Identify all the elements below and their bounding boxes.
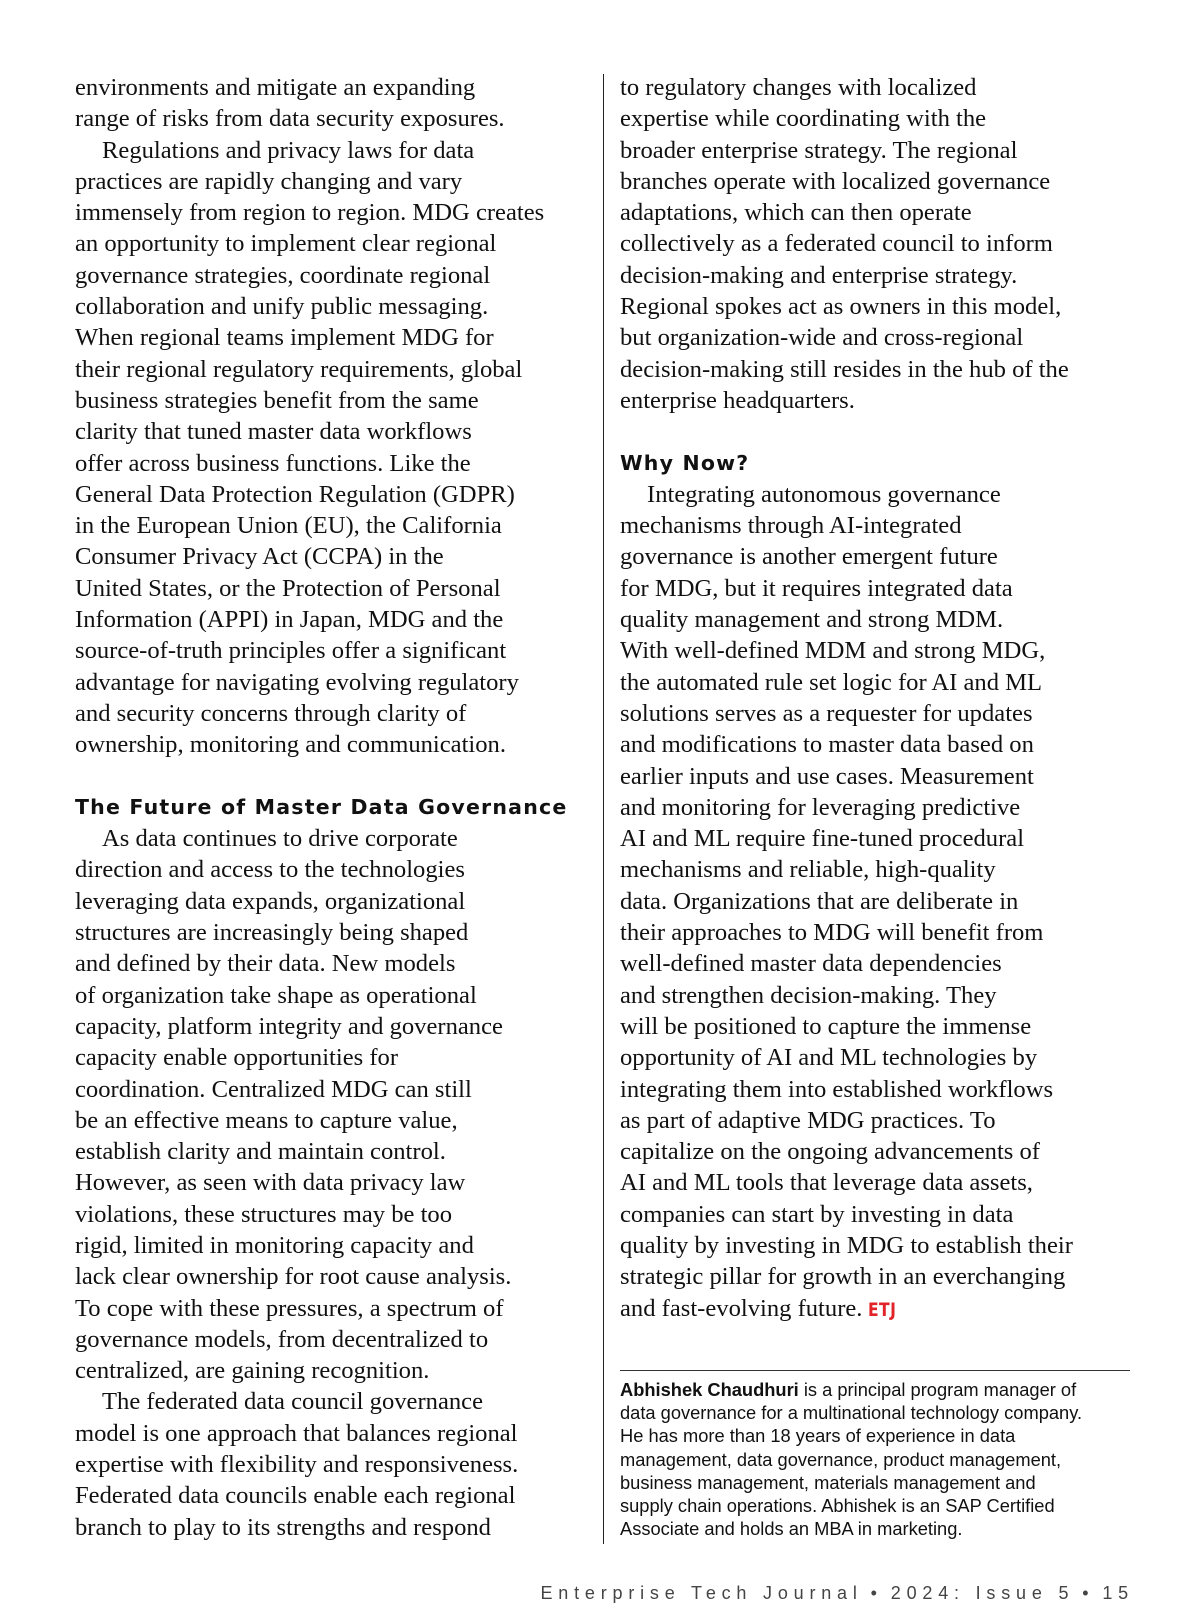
- text-line: offer across business functions. Like the: [75, 449, 471, 477]
- bio-line: Associate and holds an MBA in marketing.: [620, 1518, 963, 1540]
- text-line: quality by investing in MDG to establish their: [620, 1231, 1073, 1259]
- text-line: rigid, limited in monitoring capacity and: [75, 1231, 474, 1259]
- page-number: 15: [1102, 1583, 1134, 1603]
- text-line: quality management and strong MDM.: [620, 606, 1004, 634]
- text-line: environments and mitigate an expanding: [75, 74, 476, 101]
- bio-line: He has more than 18 years of experience in data: [620, 1425, 1016, 1447]
- bullet-separator: •: [870, 1583, 883, 1603]
- spacer: [620, 416, 1140, 447]
- text-line: clarity that tuned master data workflows: [75, 418, 472, 446]
- text-line: When regional teams implement MDG for: [75, 324, 494, 352]
- text-line: expertise while coordinating with the: [620, 105, 987, 133]
- text-line: mechanisms and reliable, high-quality: [620, 856, 996, 884]
- text-line: their approaches to MDG will benefit from: [620, 919, 1044, 947]
- text-line: broader enterprise strategy. The regional: [620, 136, 1018, 164]
- bio-line: data governance for a multinational technology company.: [620, 1402, 1083, 1424]
- text-line: structures are increasingly being shaped: [75, 919, 469, 947]
- text-line: decision-making and enterprise strategy.: [620, 261, 1018, 289]
- spacer: [75, 761, 595, 792]
- text-line: governance is another emergent future: [620, 543, 998, 571]
- section-heading: Why Now?: [620, 450, 750, 475]
- text-line: source-of-truth principles offer a significant: [75, 637, 507, 665]
- text-line: Consumer Privacy Act (CCPA) in the: [75, 543, 444, 571]
- text-line: centralized, are gaining recognition.: [75, 1357, 430, 1385]
- text-line: branches operate with localized governance: [620, 167, 1051, 195]
- bullet-separator: •: [1082, 1583, 1095, 1603]
- issue-label: 2024: Issue 5: [890, 1583, 1075, 1603]
- section-heading: The Future of Master Data Governance: [75, 794, 568, 819]
- text-line: capacity enable opportunities for: [75, 1044, 399, 1072]
- text-line: advantage for navigating evolving regulatory: [75, 668, 519, 696]
- text-line: of organization take shape as operational: [75, 981, 477, 1009]
- text-line: Regulations and privacy laws for data: [102, 136, 475, 164]
- text-line: establish clarity and maintain control.: [75, 1138, 446, 1166]
- text-line: lack clear ownership for root cause analysis.: [75, 1263, 512, 1291]
- text-line: mechanisms through AI-integrated: [620, 512, 962, 540]
- paragraph: [75, 135, 595, 761]
- text-line: and security concerns through clarity of: [75, 699, 467, 727]
- bio-line: supply chain operations. Abhishek is an SAP Certified: [620, 1495, 1055, 1517]
- text-line: capacity, platform integrity and governance: [75, 1012, 503, 1040]
- text-line: range of risks from data security exposures.: [75, 105, 505, 133]
- text-line: coordination. Centralized MDG can still: [75, 1075, 472, 1103]
- column-divider: [603, 74, 604, 1544]
- text-line: leveraging data expands, organizational: [75, 887, 466, 915]
- text-line: for MDG, but it requires integrated data: [620, 574, 1013, 602]
- text-line: and monitoring for leveraging predictive: [620, 793, 1021, 821]
- text-line: data. Organizations that are deliberate in: [620, 887, 1019, 915]
- text-line: However, as seen with data privacy law: [75, 1169, 466, 1197]
- text-line: ownership, monitoring and communication.: [75, 731, 507, 759]
- text-line: business strategies benefit from the same: [75, 386, 479, 414]
- text-line: To cope with these pressures, a spectrum of: [75, 1294, 504, 1322]
- text-line: well-defined master data dependencies: [620, 950, 1002, 978]
- text-line: governance strategies, coordinate regional: [75, 261, 491, 289]
- bio-line: management, data governance, product management,: [620, 1448, 1062, 1470]
- text-line: adaptations, which can then operate: [620, 199, 972, 227]
- text-line: will be positioned to capture the immense: [620, 1012, 1032, 1040]
- text-line: General Data Protection Regulation (GDPR): [75, 480, 515, 508]
- text-line: violations, these structures may be too: [75, 1200, 453, 1228]
- text-line: immensely from region to region. MDG creates: [75, 199, 545, 227]
- etj-end-mark-logo: ETJ: [868, 1298, 897, 1321]
- text-line: earlier inputs and use cases. Measurement: [620, 762, 1034, 790]
- bio-text: is a principal program manager of: [798, 1379, 1077, 1400]
- text-line: collectively as a federated council to inform: [620, 230, 1053, 258]
- text-line: to regulatory changes with localized: [620, 74, 977, 101]
- publication-name: Enterprise Tech Journal: [540, 1583, 863, 1603]
- text-line: expertise with flexibility and responsiveness.: [75, 1451, 519, 1479]
- text-line: an opportunity to implement clear regional: [75, 230, 497, 258]
- text-line: AI and ML require fine-tuned procedural: [620, 825, 1025, 853]
- author-name: Abhishek Chaudhuri: [620, 1379, 799, 1400]
- text-line: but organization-wide and cross-regional: [620, 324, 1024, 352]
- page-footer: [541, 1583, 1135, 1604]
- text-line: practices are rapidly changing and vary: [75, 167, 463, 195]
- text-line: their regional regulatory requirements, global: [75, 355, 523, 383]
- text-line: strategic pillar for growth in an everchanging: [620, 1263, 1066, 1291]
- text-line: United States, or the Protection of Personal: [75, 574, 501, 602]
- text-line: branch to play to its strengths and respond: [75, 1513, 491, 1541]
- text-line: As data continues to drive corporate: [102, 825, 458, 853]
- text-line: AI and ML tools that leverage data assets,: [620, 1169, 1033, 1197]
- text-line: enterprise headquarters.: [620, 386, 855, 414]
- text-line: governance models, from decentralized to: [75, 1325, 489, 1353]
- text-line: and fast-evolving future.: [620, 1294, 863, 1322]
- text-line: companies can start by investing in data: [620, 1200, 1014, 1228]
- bio-line: [620, 1378, 1130, 1401]
- paragraph: [620, 72, 1140, 416]
- text-line: collaboration and unify public messaging.: [75, 293, 489, 321]
- paragraph: [75, 1386, 595, 1542]
- text-line: Regional spokes act as owners in this model,: [620, 293, 1062, 321]
- text-line: and modifications to master data based on: [620, 731, 1034, 759]
- text-line: integrating them into established workflows: [620, 1075, 1054, 1103]
- text-line: opportunity of AI and ML technologies by: [620, 1044, 1038, 1072]
- text-line: be an effective means to capture value,: [75, 1106, 458, 1134]
- text-line: With well-defined MDM and strong MDG,: [620, 637, 1046, 665]
- author-bio: [620, 1370, 1130, 1540]
- text-line: decision-making still resides in the hub of the: [620, 355, 1069, 383]
- text-line: Information (APPI) in Japan, MDG and the: [75, 606, 504, 634]
- bio-line: business management, materials management and: [620, 1471, 1036, 1493]
- text-line: capitalize on the ongoing advancements of: [620, 1138, 1040, 1166]
- text-line: the automated rule set logic for AI and ML: [620, 668, 1043, 696]
- text-line: Federated data councils enable each regional: [75, 1482, 516, 1510]
- text-line: and defined by their data. New models: [75, 950, 456, 978]
- text-line: model is one approach that balances regional: [75, 1419, 518, 1447]
- right-column: [620, 72, 1140, 1326]
- text-line: in the European Union (EU), the California: [75, 512, 502, 540]
- text-line: as part of adaptive MDG practices. To: [620, 1106, 996, 1134]
- text-line: The federated data council governance: [102, 1388, 483, 1416]
- text-line: and strengthen decision-making. They: [620, 981, 997, 1009]
- text-line: solutions serves as a requester for updates: [620, 699, 1033, 727]
- paragraph: [75, 823, 595, 1386]
- text-line: direction and access to the technologies: [75, 856, 465, 884]
- left-column: [75, 72, 595, 1543]
- paragraph: [620, 479, 1140, 1326]
- text-line: Integrating autonomous governance: [647, 480, 1001, 508]
- paragraph: [75, 72, 595, 135]
- last-text-line: [620, 1293, 1140, 1326]
